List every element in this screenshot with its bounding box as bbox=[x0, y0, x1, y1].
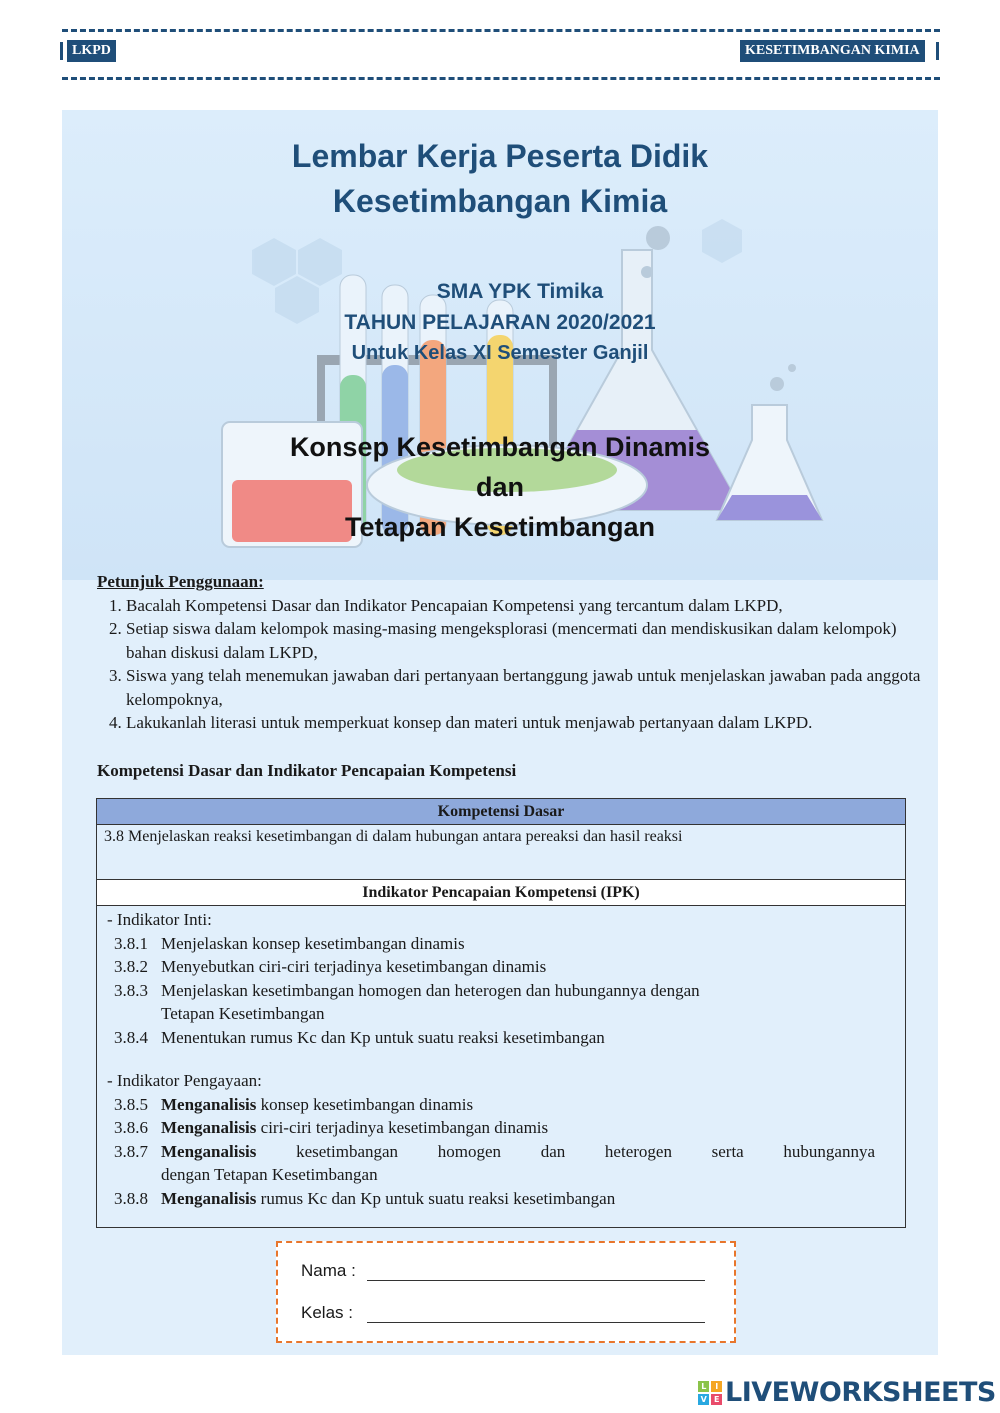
kelas-row bbox=[301, 1303, 705, 1323]
indicator-item bbox=[107, 1093, 895, 1117]
indicator-item bbox=[107, 932, 895, 956]
competency-table bbox=[96, 798, 906, 1228]
indicator-item bbox=[107, 1140, 895, 1187]
nama-input-line[interactable] bbox=[367, 1264, 705, 1281]
ipk-body bbox=[97, 906, 905, 1212]
indicator-text bbox=[161, 1116, 895, 1140]
instructions-list bbox=[97, 594, 927, 735]
indicator-number: 3.8.2 bbox=[114, 957, 148, 976]
cover-school: SMA YPK Timika bbox=[436, 280, 604, 303]
kd-text: 3.8 Menjelaskan reaksi kesetimbangan di dalam hubungan antara pereaksi dan hasil reaksi bbox=[104, 828, 683, 845]
indicator-rest: konsep kesetimbangan dinamis bbox=[256, 1094, 474, 1114]
nama-label: Nama : bbox=[301, 1261, 356, 1280]
indicator-number: 3.8.5 bbox=[114, 1094, 148, 1114]
header-bottom-dashes bbox=[62, 77, 940, 80]
instruction-item: 4. Lakukanlah literasi untuk memperkuat konsep dan materi untuk menjawab pertanyaan dalam LKPD. bbox=[126, 711, 927, 735]
indicator-item bbox=[107, 1026, 895, 1050]
indicator-rest: rumus Kc dan Kp untuk suatu reaksi kesetimbangan bbox=[256, 1188, 616, 1208]
cover-title-line1: Lembar Kerja Peserta Didik bbox=[291, 138, 709, 174]
header-left-bar bbox=[60, 42, 63, 60]
indicator-rest: ciri-ciri terjadinya kesetimbangan dinamis bbox=[256, 1118, 549, 1137]
logo-letter: V bbox=[698, 1394, 709, 1405]
indicator-text-line1: Menjelaskan kesetimbangan homogen dan heterogen dan hubungannya dengan bbox=[161, 980, 700, 1000]
indicator-number: 3.8.6 bbox=[114, 1118, 148, 1137]
indicator-verb: Menganalisis bbox=[161, 1141, 257, 1161]
kd-header: Kompetensi Dasar bbox=[97, 799, 905, 825]
indicator-item bbox=[107, 1116, 895, 1140]
student-info-box bbox=[276, 1241, 736, 1343]
logo-letter: E bbox=[711, 1394, 722, 1405]
indicator-item bbox=[107, 979, 895, 1026]
indicator-text: Menentukan rumus Kc dan Kp untuk suatu reaksi kesetimbangan bbox=[161, 1027, 605, 1047]
liveworksheets-brand bbox=[698, 1377, 996, 1408]
indicator-verb: Menganalisis bbox=[161, 1188, 257, 1208]
indicator-text-line2: Tetapan Kesetimbangan bbox=[161, 1004, 325, 1023]
indicator-text: Menjelaskan konsep kesetimbangan dinamis bbox=[161, 933, 465, 953]
instructions-heading: Petunjuk Penggunaan: bbox=[97, 572, 264, 591]
indicator-text bbox=[161, 1093, 895, 1117]
header-right-tag: KESETIMBANGAN KIMIA bbox=[740, 40, 925, 62]
indicator-text bbox=[161, 1140, 895, 1187]
cover-year: TAHUN PELAJARAN 2020/2021 bbox=[344, 311, 656, 334]
indicator-number: 3.8.8 bbox=[114, 1188, 148, 1208]
logo-letter: L bbox=[698, 1381, 709, 1392]
indicator-item bbox=[107, 955, 895, 979]
brand-name: LIVEWORKSHEETS bbox=[725, 1377, 996, 1408]
indicator-number: 3.8.7 bbox=[114, 1141, 148, 1161]
indicator-verb: Menganalisis bbox=[161, 1118, 257, 1137]
indicator-verb: Menganalisis bbox=[161, 1094, 257, 1114]
cover-class: Untuk Kelas XI Semester Ganjil bbox=[351, 342, 649, 364]
competency-section-title: Kompetensi Dasar dan Indikator Pencapaian Kompetensi bbox=[97, 761, 517, 780]
logo-letter: I bbox=[711, 1381, 722, 1392]
cover-topic-line1: Konsep Kesetimbangan Dinamis bbox=[289, 432, 711, 462]
indicator-number: 3.8.4 bbox=[114, 1027, 148, 1047]
header-right-bar bbox=[936, 42, 939, 60]
indicator-item bbox=[107, 1187, 895, 1211]
kelas-input-line[interactable] bbox=[367, 1306, 705, 1323]
ipk-header: Indikator Pencapaian Kompetensi (IPK) bbox=[97, 879, 905, 906]
instruction-item: 2. Setiap siswa dalam kelompok masing-masing mengeksplorasi (mencermati dan mendiskusikan dalam kelompok) bahan diskusi dalam LKPD, bbox=[126, 617, 927, 664]
liveworksheets-logo-icon bbox=[698, 1381, 722, 1405]
nama-row bbox=[301, 1261, 705, 1281]
kelas-label: Kelas : bbox=[301, 1303, 353, 1322]
cover-topic-line3: Tetapan Kesetimbangan bbox=[344, 512, 656, 542]
instruction-item: 1. Bacalah Kompetensi Dasar dan Indikator Pencapaian Kompetensi yang tercantum dalam LKPD, bbox=[126, 594, 927, 618]
worksheet-page bbox=[62, 110, 938, 1355]
indicator-text-line2: dengan Tetapan Kesetimbangan bbox=[161, 1165, 378, 1184]
instruction-item: 3. Siswa yang telah menemukan jawaban dari pertanyaan bertanggung jawab untuk menjelaskan jawaban pada anggota kelompoknya, bbox=[126, 664, 927, 711]
indicator-rest: kesetimbangan homogen dan heterogen serta hubungannya bbox=[256, 1141, 875, 1161]
header-top-dashes bbox=[62, 29, 940, 32]
indicator-text-line1 bbox=[161, 1140, 895, 1164]
indicator-number: 3.8.3 bbox=[114, 980, 148, 1000]
indicator-text bbox=[161, 979, 895, 1026]
inti-label: - Indikator Inti: bbox=[107, 910, 212, 929]
indicator-number: 3.8.1 bbox=[114, 933, 148, 953]
cover-banner bbox=[62, 110, 938, 580]
header-left-tag: LKPD bbox=[67, 40, 116, 62]
usage-instructions bbox=[97, 570, 927, 735]
indicator-text bbox=[161, 1187, 895, 1211]
pengayaan-label: - Indikator Pengayaan: bbox=[107, 1071, 262, 1090]
cover-title-line2: Kesetimbangan Kimia bbox=[332, 183, 668, 219]
cover-topic-line2: dan bbox=[475, 472, 524, 502]
indicator-text: Menyebutkan ciri-ciri terjadinya kesetimbangan dinamis bbox=[161, 957, 547, 976]
